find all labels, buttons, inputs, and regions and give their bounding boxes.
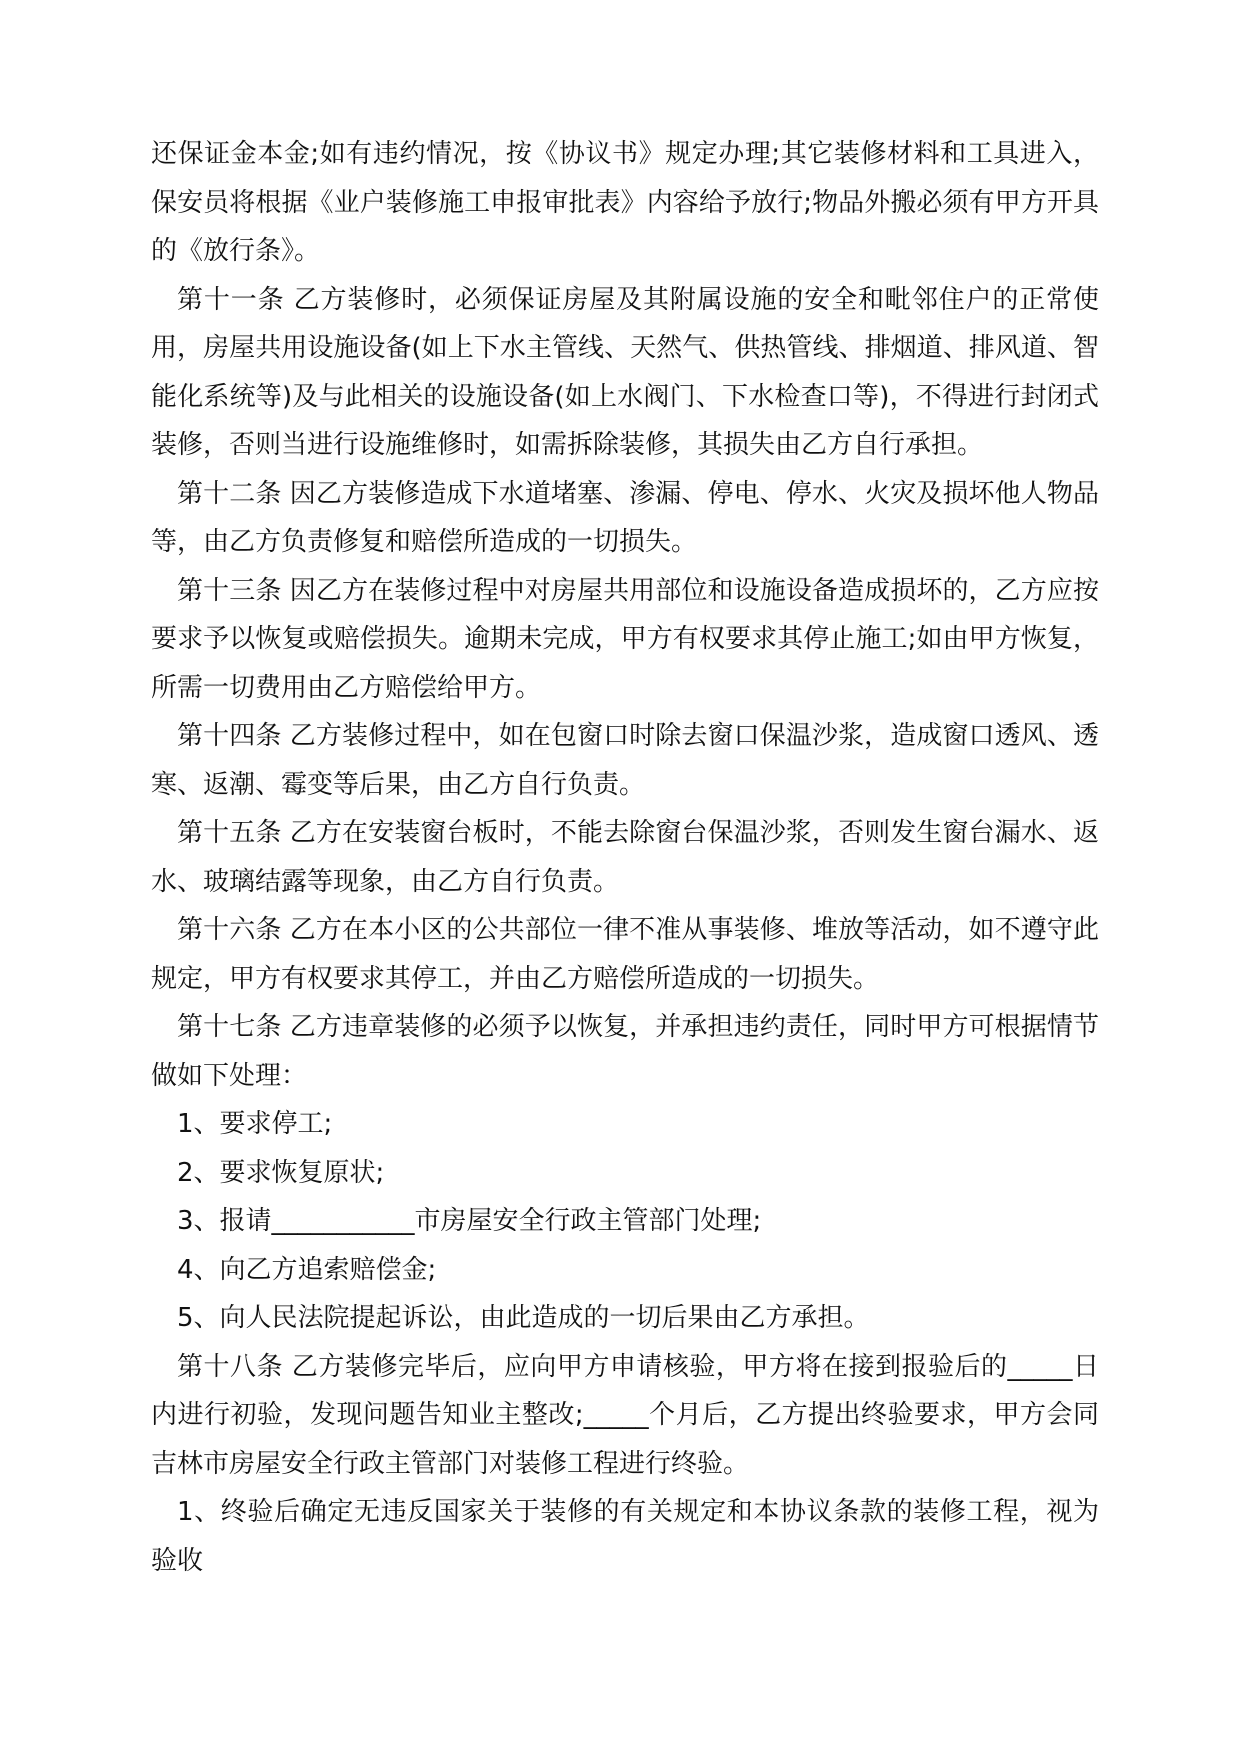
paragraph-continuation: 还保证金本金;如有违约情况，按《协议书》规定办理;其它装修材料和工具进入，保安员将根据《业户装修施工申报审批表》内容给予放行;物品外搬必须有甲方开具的《放行条》。 xyxy=(151,139,1099,266)
list-item-4: 4、向乙方追索赔偿金; xyxy=(177,1254,437,1285)
article-18: 第十八条 乙方装修完毕后，应向甲方申请核验，甲方将在接到报验后的_____日内进行初验，发现问题告知业主整改;_____个月后，乙方提出终验要求，甲方会同吉林市房屋安全行政主管部门对装修工程进行终验。 xyxy=(151,1351,1099,1479)
list-item-1: 1、要求停工; xyxy=(177,1109,333,1139)
list-item-5: 5、向人民法院提起诉讼，由此造成的一切后果由乙方承担。 xyxy=(177,1303,870,1333)
article-15: 第十五条 乙方在安装窗台板时，不能去除窗台保温沙浆，否则发生窗台漏水、返水、玻璃结露等现象，由乙方自行负责。 xyxy=(151,818,1099,897)
article-18-item-1: 1、终验后确定无违反国家关于装修的有关规定和本协议条款的装修工程，视为验收 xyxy=(151,1497,1099,1576)
document-page xyxy=(151,130,1099,1585)
article-14: 第十四条 乙方装修过程中，如在包窗口时除去窗口保温沙浆，造成窗口透风、透寒、返潮、霉变等后果，由乙方自行负责。 xyxy=(151,721,1099,800)
article-16: 第十六条 乙方在本小区的公共部位一律不准从事装修、堆放等活动，如不遵守此规定，甲方有权要求其停工，并由乙方赔偿所造成的一切损失。 xyxy=(151,915,1099,994)
article-12: 第十二条 因乙方装修造成下水道堵塞、渗漏、停电、停水、火灾及损坏他人物品等，由乙方负责修复和赔偿所造成的一切损失。 xyxy=(151,478,1099,557)
list-item-2: 2、要求恢复原状; xyxy=(177,1157,385,1188)
article-17: 第十七条 乙方违章装修的必须予以恢复，并承担违约责任，同时甲方可根据情节做如下处理： xyxy=(151,1012,1099,1091)
list-item-3: 3、报请___________市房屋安全行政主管部门处理; xyxy=(177,1206,762,1236)
article-11: 第十一条 乙方装修时，必须保证房屋及其附属设施的安全和毗邻住户的正常使用，房屋共用设施设备(如上下水主管线、天然气、供热管线、排烟道、排风道、智能化系统等)及与此相关的设施设备(如上水阀门、下水检查口等)，不得进行封闭式装修，否则当进行设施维修时，如需拆除装修，其损失由乙方自行承担。 xyxy=(151,284,1099,460)
article-13: 第十三条 因乙方在装修过程中对房屋共用部位和设施设备造成损坏的，乙方应按要求予以恢复或赔偿损失。逾期未完成，甲方有权要求其停止施工;如由甲方恢复，所需一切费用由乙方赔偿给甲方。 xyxy=(151,575,1099,703)
